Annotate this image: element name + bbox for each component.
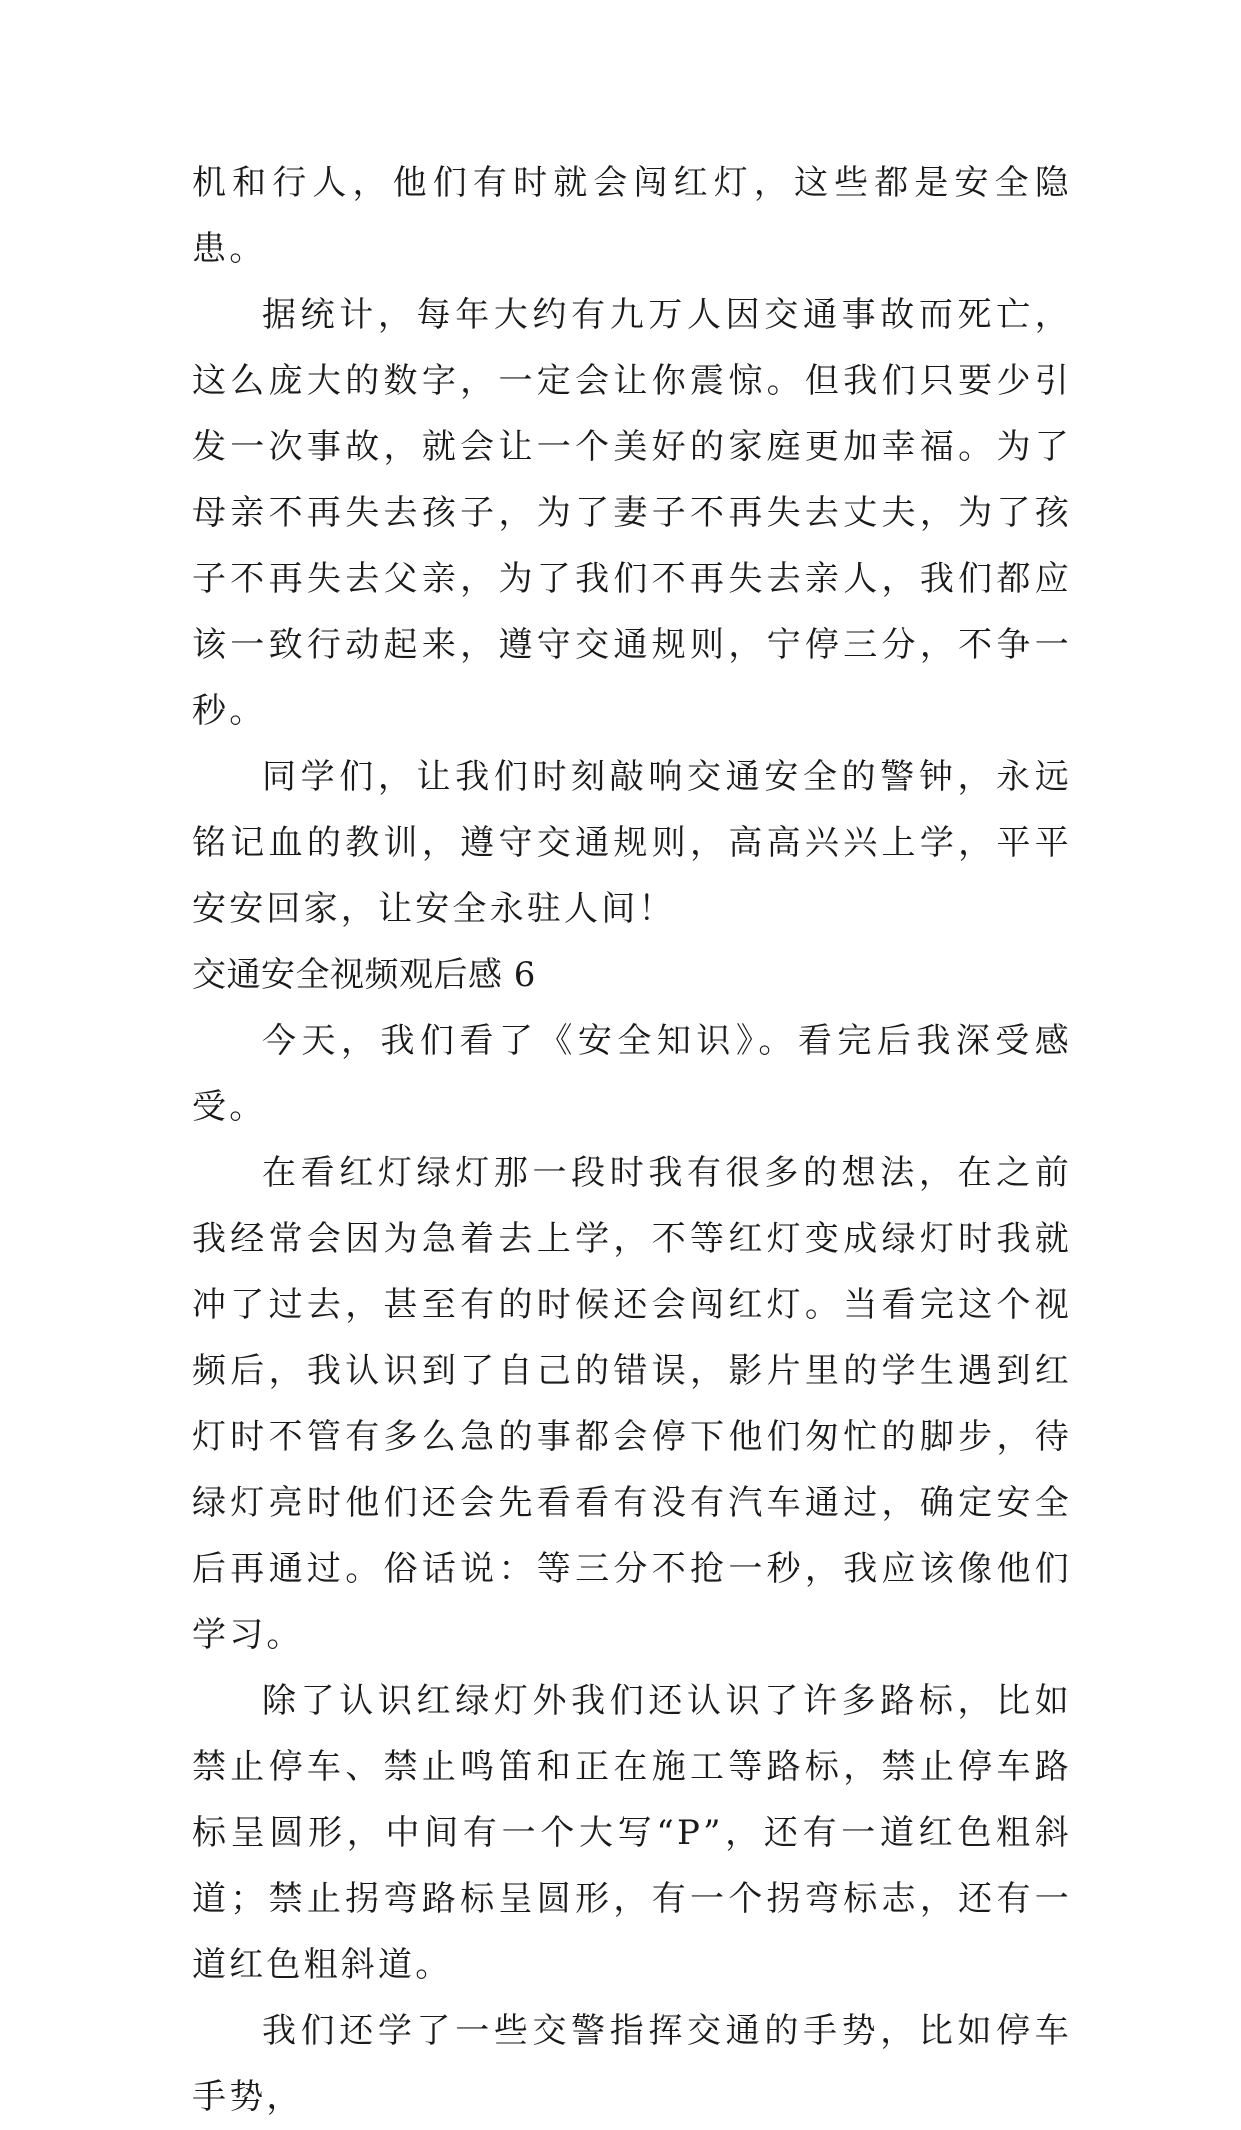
section-title: 交通安全视频观后感 6 [192, 955, 536, 995]
paragraph-intro: 今天，我们看了《安全知识》。看完后我深受感受。 [192, 1021, 1072, 1127]
paragraph-continuation: 机和行人，他们有时就会闯红灯，这些都是安全隐患。 [192, 163, 1072, 269]
paragraph-traffic-lights: 在看红灯绿灯那一段时我有很多的想法，在之前我经常会因为急着去上学，不等红灯变成绿灯时我就冲了过去，甚至有的时候还会闯红灯。当看完这个视频后，我认识到了自己的错误，影片里的学生遇到红灯时不管有多么急的事都会停下他们匆忙的脚步，待绿灯亮时他们还会先看看有没有汽车通过，确定安全后再通过。俗话说：等三分不抢一秒，我应该像他们学习。 [192, 1153, 1072, 1655]
paragraph-road-signs: 除了认识红绿灯外我们还认识了许多路标，比如禁止停车、禁止鸣笛和正在施工等路标，禁止停车路标呈圆形，中间有一个大写“P”，还有一道红色粗斜道；禁止拐弯路标呈圆形，有一个拐弯标志，还有一道红色粗斜道。 [192, 1681, 1072, 1985]
document-body [192, 150, 1072, 2130]
paragraph-police-gestures: 我们还学了一些交警指挥交通的手势，比如停车手势， [192, 2011, 1072, 2117]
paragraph-closing: 同学们，让我们时刻敲响交通安全的警钟，永远铭记血的教训，遵守交通规则，高高兴兴上学，平平安安回家，让安全永驻人间！ [192, 757, 1072, 929]
paragraph-statistics: 据统计，每年大约有九万人因交通事故而死亡，这么庞大的数字，一定会让你震惊。但我们只要少引发一次事故，就会让一个美好的家庭更加幸福。为了母亲不再失去孩子，为了妻子不再失去丈夫，为了孩子不再失去父亲，为了我们不再失去亲人，我们都应该一致行动起来，遵守交通规则，宁停三分，不争一秒。 [192, 295, 1072, 731]
